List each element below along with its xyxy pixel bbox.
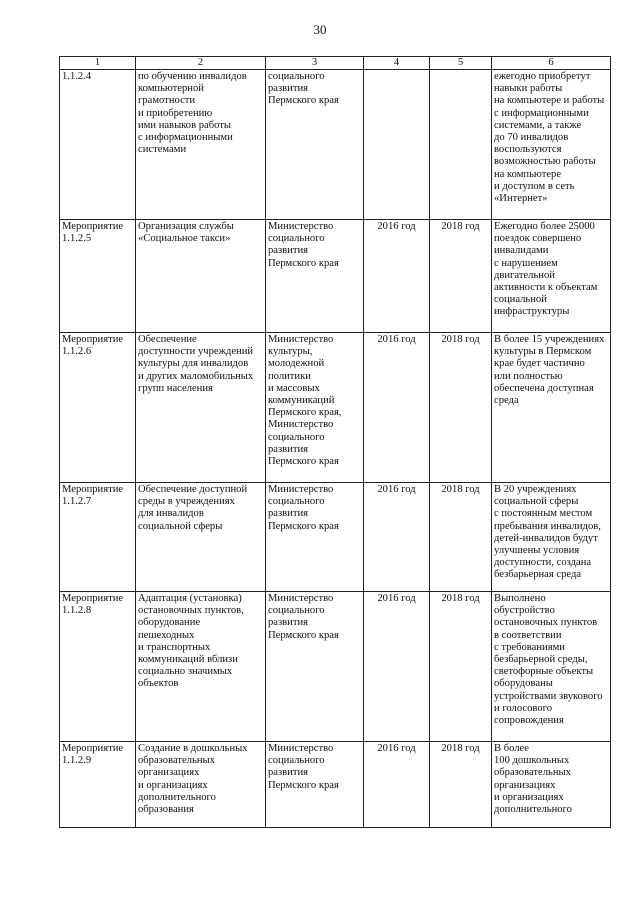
column-header: 2 <box>136 57 266 70</box>
activity-executor: Министерство социального развития Пермского края <box>266 742 364 828</box>
activity-executor: Министерство социального развития Пермского края <box>266 592 364 742</box>
activity-result: В 20 учреждениях социальной сферы с постоянным местом пребывания инвалидов, детей-инвалидов будут улучшены условия доступности, создана безбарьерная среда <box>492 483 611 592</box>
column-header: 4 <box>364 57 430 70</box>
activity-result: ежегодно приобретут навыки работы на компьютере и работы с информационными системами, а также до 70 инвалидов воспользуются возможностью работы на компьютере и доступом в сеть «Интернет» <box>492 70 611 220</box>
activity-result: В более 100 дошкольных образовательных организациях и организациях дополнительного <box>492 742 611 828</box>
activity-name: по обучению инвалидов компьютерной грамотности и приобретению ими навыков работы с информационными системами <box>136 70 266 220</box>
table-row <box>60 220 611 333</box>
activity-executor: Министерство культуры, молодежной политики и массовых коммуникаций Пермского края, Министерство социального развития Пермского края <box>266 333 364 483</box>
table-header-row <box>60 57 611 70</box>
activity-start: 2016 год <box>364 483 430 592</box>
activity-start: 2016 год <box>364 333 430 483</box>
activity-result: Выполнено обустройство остановочных пунктов в соответствии с требованиями безбарьерной среды, светофорные объекты оборудованы устройствами звукового и голосового сопровождения <box>492 592 611 742</box>
activity-name: Обеспечение доступности учреждений культуры для инвалидов и других маломобильных групп населения <box>136 333 266 483</box>
table-row <box>60 742 611 828</box>
activity-start: 2016 год <box>364 742 430 828</box>
activity-start <box>364 70 430 220</box>
activity-id: Мероприятие 1.1.2.6 <box>60 333 136 483</box>
activity-end <box>430 70 492 220</box>
activity-start: 2016 год <box>364 220 430 333</box>
page-number: 30 <box>313 22 327 37</box>
activity-start: 2016 год <box>364 592 430 742</box>
table-row <box>60 592 611 742</box>
activity-executor: социального развития Пермского края <box>266 70 364 220</box>
activities-table <box>59 56 611 828</box>
activity-id: Мероприятие 1.1.2.7 <box>60 483 136 592</box>
table-row <box>60 333 611 483</box>
activity-end: 2018 год <box>430 592 492 742</box>
activity-executor: Министерство социального развития Пермского края <box>266 483 364 592</box>
column-header: 1 <box>60 57 136 70</box>
activity-name: Создание в дошкольных образовательных организациях и организациях дополнительного образования <box>136 742 266 828</box>
activity-result: Ежегодно более 25000 поездок совершено инвалидами с нарушением двигательной активности к объектам социальной инфраструктуры <box>492 220 611 333</box>
activity-id: Мероприятие 1.1.2.8 <box>60 592 136 742</box>
activity-executor: Министерство социального развития Пермского края <box>266 220 364 333</box>
activity-id: 1.1.2.4 <box>60 70 136 220</box>
activity-end: 2018 год <box>430 742 492 828</box>
activity-end: 2018 год <box>430 220 492 333</box>
activity-name: Организация службы «Социальное такси» <box>136 220 266 333</box>
activity-id: Мероприятие 1.1.2.9 <box>60 742 136 828</box>
activity-name: Обеспечение доступной среды в учреждениях для инвалидов социальной сферы <box>136 483 266 592</box>
activity-end: 2018 год <box>430 333 492 483</box>
table-row <box>60 70 611 220</box>
column-header: 6 <box>492 57 611 70</box>
column-header: 5 <box>430 57 492 70</box>
activity-end: 2018 год <box>430 483 492 592</box>
table-row <box>60 483 611 592</box>
activity-result: В более 15 учреждениях культуры в Пермском крае будет частично или полностью обеспечена доступная среда <box>492 333 611 483</box>
activity-id: Мероприятие 1.1.2.5 <box>60 220 136 333</box>
column-header: 3 <box>266 57 364 70</box>
activity-name: Адаптация (установка) остановочных пунктов, оборудование пешеходных и транспортных коммуникаций вблизи социально значимых объектов <box>136 592 266 742</box>
